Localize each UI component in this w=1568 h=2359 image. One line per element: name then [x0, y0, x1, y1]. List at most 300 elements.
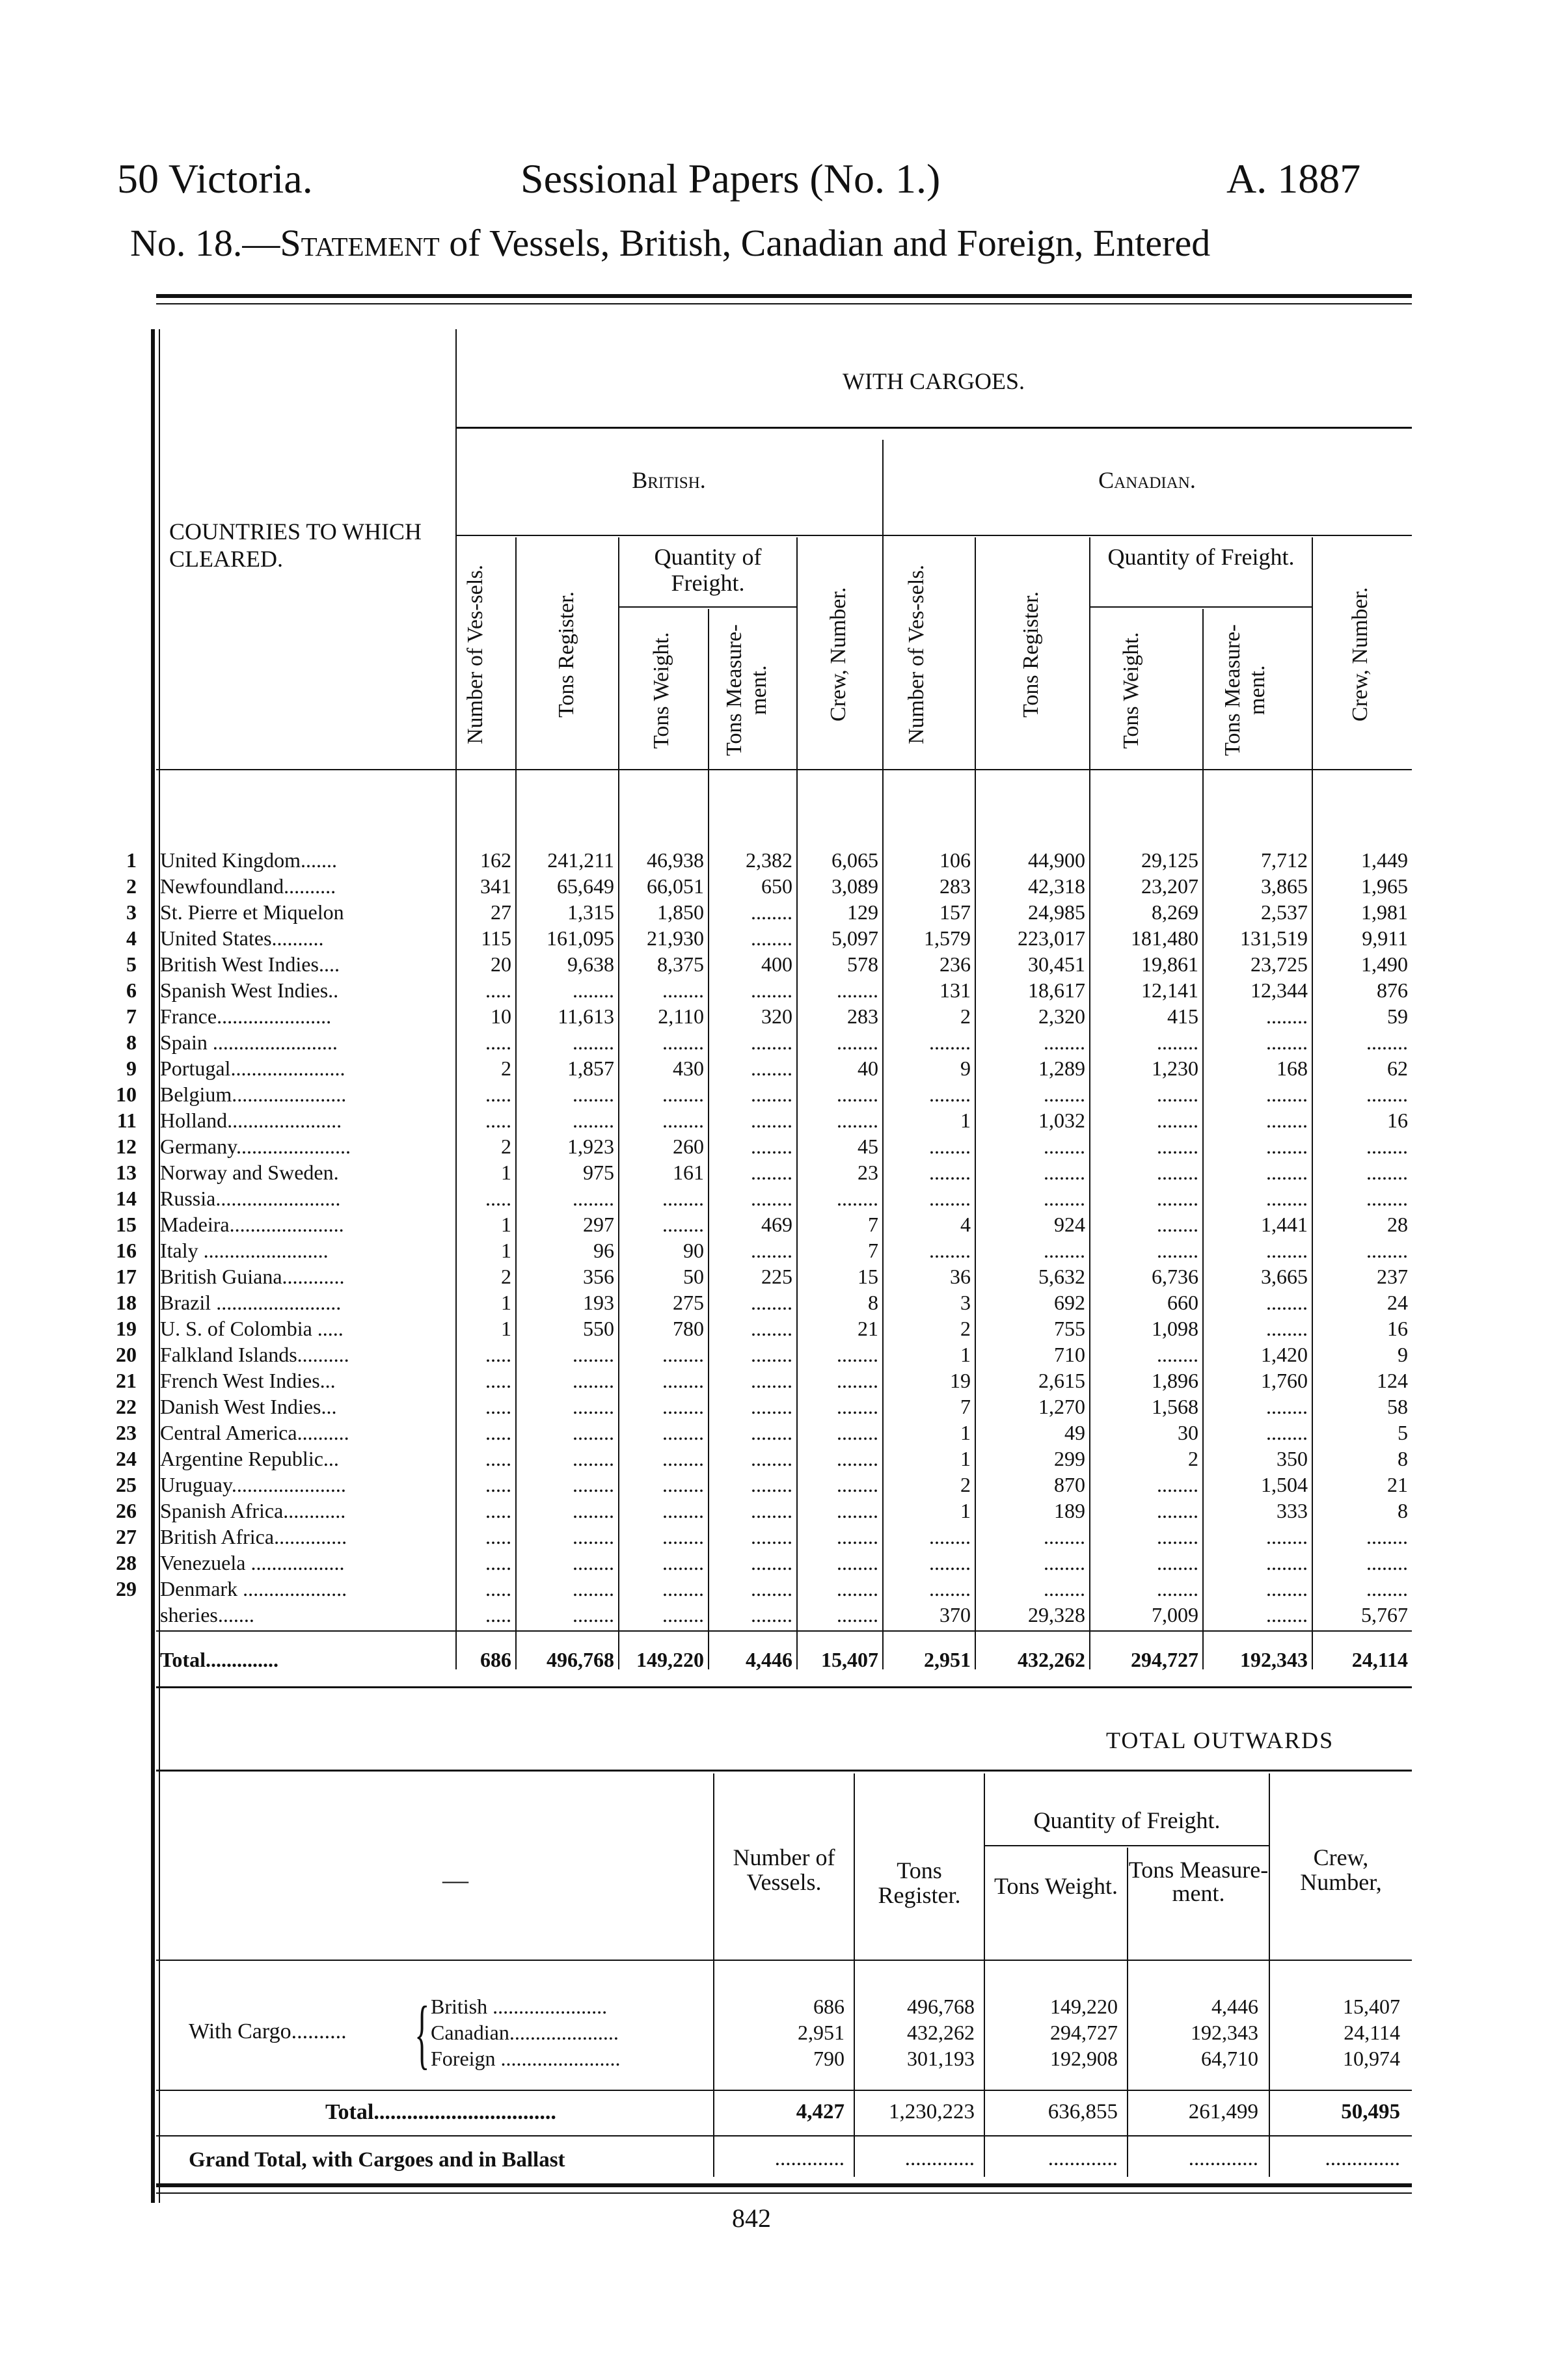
cargo-data-table — [156, 847, 1412, 1675]
value-cell: 161,095 — [547, 926, 614, 950]
value-cell: 2,951 — [924, 1648, 971, 1671]
value-cell: ........ — [573, 1577, 614, 1600]
value-cell: ........ — [662, 1083, 704, 1106]
row-number: 26 — [116, 1499, 137, 1522]
value-cell: 1 — [501, 1239, 511, 1262]
value-cell: 149,220 — [636, 1648, 704, 1671]
row-number: 12 — [116, 1135, 137, 1158]
value-cell: ..... — [485, 1083, 511, 1106]
value-cell: ........ — [837, 1577, 878, 1600]
country-cell: Central America.......... — [160, 1421, 349, 1444]
value-cell: 1,981 — [1361, 900, 1408, 924]
value-cell: ........ — [1266, 1239, 1308, 1262]
value-cell: ........ — [751, 1473, 792, 1496]
value-cell: 924 — [1054, 1213, 1085, 1236]
table-row — [156, 925, 1412, 951]
value-cell: ........ — [573, 1499, 614, 1522]
value-cell: ........ — [1266, 1421, 1308, 1444]
value-cell: 58 — [1387, 1395, 1408, 1418]
value-cell: 23 — [858, 1161, 878, 1184]
rule-bottom — [156, 2183, 1412, 2187]
outwards-row — [431, 2045, 1568, 2071]
value-cell: ..... — [485, 1525, 511, 1548]
col-british-measurement: Tons Measure-ment. — [722, 624, 771, 757]
value-cell: ........ — [1366, 1161, 1408, 1184]
canadian-heading: Canadian. — [1098, 467, 1196, 493]
header-title: Sessional Papers (No. 1.) — [520, 155, 941, 202]
row-number: 5 — [126, 952, 137, 976]
value-cell: ........ — [662, 1447, 704, 1470]
with-cargo-label: With Cargo.......... — [189, 2019, 347, 2043]
row-number: 22 — [116, 1395, 137, 1418]
country-cell: Spain ........................ — [160, 1031, 338, 1054]
rule-under-header — [156, 769, 1412, 770]
value-cell: ........ — [1266, 1551, 1308, 1574]
value-cell: ........ — [837, 1187, 878, 1210]
outwards-row-label: Foreign ....................... — [431, 2047, 621, 2070]
table-row — [156, 1289, 1412, 1315]
value-cell: 320 — [761, 1004, 792, 1028]
value-cell: 2 — [501, 1265, 511, 1288]
value-cell: 19 — [950, 1369, 971, 1392]
value-cell: 28 — [1387, 1213, 1408, 1236]
value-cell: 1,850 — [657, 900, 704, 924]
country-cell: sheries....... — [160, 1603, 254, 1626]
value-cell: 23,207 — [1141, 874, 1198, 898]
table-row — [156, 1394, 1412, 1420]
out-rule-total — [156, 2090, 1412, 2091]
value-cell: ........ — [573, 1031, 614, 1054]
value-cell: 66,051 — [647, 874, 704, 898]
out-col-vessels: Number of Vessels. — [733, 1844, 835, 1895]
value-cell: ........ — [1044, 1135, 1085, 1158]
row-number: 17 — [116, 1265, 137, 1288]
value-cell: 710 — [1054, 1343, 1085, 1366]
country-cell: France...................... — [160, 1004, 332, 1028]
value-cell: 131 — [939, 978, 971, 1002]
value-cell: ........ — [1157, 1239, 1198, 1262]
table-row — [156, 1420, 1412, 1446]
country-cell: Falkland Islands.......... — [160, 1343, 349, 1366]
value-cell: ........ — [1044, 1525, 1085, 1548]
outwards-value: 24,114 — [1344, 2021, 1400, 2044]
grand-total-label: Grand Total, with Cargoes and in Ballast — [189, 2148, 565, 2172]
value-cell: 16 — [1387, 1109, 1408, 1132]
value-cell: 189 — [1054, 1499, 1085, 1522]
value-cell: 294,727 — [1131, 1648, 1198, 1671]
out-col-qof: Quantity of Freight. — [1033, 1807, 1221, 1833]
out-total-measurement: 261,499 — [1188, 2100, 1258, 2123]
value-cell: ........ — [837, 1473, 878, 1496]
value-cell: ........ — [1266, 1109, 1308, 1132]
value-cell: 50 — [683, 1265, 704, 1288]
value-cell: ........ — [929, 1551, 971, 1574]
value-cell: 49 — [1064, 1421, 1085, 1444]
value-cell: 8 — [1398, 1447, 1408, 1470]
value-cell: 5,632 — [1038, 1265, 1085, 1288]
value-cell: 3 — [960, 1291, 971, 1314]
statement-title — [130, 221, 1210, 265]
country-cell: Argentine Republic... — [160, 1447, 339, 1470]
value-cell: ........ — [837, 1603, 878, 1626]
table-row — [156, 1602, 1412, 1628]
country-cell: Spanish West Indies.. — [160, 978, 339, 1002]
value-cell: 870 — [1054, 1473, 1085, 1496]
rule-outwards-top — [156, 1770, 1412, 1772]
value-cell: ........ — [751, 978, 792, 1002]
table-total-row — [156, 1628, 1412, 1675]
value-cell: ........ — [1366, 1083, 1408, 1106]
value-cell: ..... — [485, 1603, 511, 1626]
value-cell: 161 — [673, 1161, 704, 1184]
table-row — [156, 951, 1412, 977]
value-cell: ........ — [573, 978, 614, 1002]
table-row — [156, 1081, 1412, 1107]
with-cargo-brace: { — [414, 1990, 430, 2077]
value-cell: 1,449 — [1361, 848, 1408, 872]
value-cell: ........ — [1044, 1239, 1085, 1262]
value-cell: ........ — [751, 1395, 792, 1418]
value-cell: 8,375 — [657, 952, 704, 976]
value-cell: 1,420 — [1261, 1343, 1308, 1366]
value-cell: 106 — [939, 848, 971, 872]
value-cell: ........ — [751, 1421, 792, 1444]
row-number: 9 — [126, 1057, 137, 1080]
value-cell: 1 — [960, 1499, 971, 1522]
value-cell: ..... — [485, 1109, 511, 1132]
value-cell: 299 — [1054, 1447, 1085, 1470]
value-cell: ..... — [485, 1343, 511, 1366]
country-cell: United States.......... — [160, 926, 324, 950]
rule-qof-british — [618, 606, 796, 608]
value-cell: ........ — [1157, 1525, 1198, 1548]
country-cell: Portugal...................... — [160, 1057, 345, 1080]
row-number: 24 — [116, 1447, 137, 1470]
table-row — [156, 1159, 1412, 1185]
header-year: A. 1887 — [1226, 155, 1361, 202]
value-cell: ..... — [485, 1187, 511, 1210]
value-cell: ........ — [662, 1031, 704, 1054]
value-cell: ........ — [751, 1577, 792, 1600]
value-cell: 1 — [501, 1213, 511, 1236]
value-cell: ........ — [837, 1369, 878, 1392]
out-total-weight: 636,855 — [1048, 2100, 1118, 2123]
col-canadian-weight: Tons Weight. — [1119, 632, 1143, 749]
value-cell: 9,911 — [1362, 926, 1408, 950]
value-cell: 9,638 — [567, 952, 614, 976]
col-british-register: Tons Register. — [554, 591, 578, 718]
table-row — [156, 1185, 1412, 1211]
table-row — [156, 1029, 1412, 1055]
value-cell: 1,504 — [1261, 1473, 1308, 1496]
value-cell: ..... — [485, 1421, 511, 1444]
value-cell: ........ — [929, 1083, 971, 1106]
value-cell: ........ — [751, 1499, 792, 1522]
value-cell: 1,270 — [1038, 1395, 1085, 1418]
outwards-value: 301,193 — [907, 2047, 975, 2070]
col-british-vessels: Number of Ves-sels. — [463, 564, 487, 745]
value-cell: 12,141 — [1141, 978, 1198, 1002]
value-cell: ........ — [751, 1161, 792, 1184]
value-cell: ........ — [837, 1395, 878, 1418]
rule-nation — [455, 535, 1412, 536]
value-cell: ........ — [1266, 1603, 1308, 1626]
value-cell: ........ — [662, 1395, 704, 1418]
value-cell: ........ — [751, 1317, 792, 1340]
value-cell: ........ — [837, 1031, 878, 1054]
value-cell: ........ — [929, 1161, 971, 1184]
with-cargoes-heading: WITH CARGOES. — [843, 368, 1025, 394]
value-cell: 27 — [491, 900, 511, 924]
table-row — [156, 1237, 1412, 1263]
value-cell: 2,615 — [1038, 1369, 1085, 1392]
value-cell: ........ — [837, 1525, 878, 1548]
country-cell: Belgium...................... — [160, 1083, 347, 1106]
page-number: 842 — [732, 2204, 771, 2233]
rule-left — [151, 329, 155, 2203]
value-cell: ........ — [1157, 1031, 1198, 1054]
value-cell: ........ — [751, 1447, 792, 1470]
value-cell: ........ — [1157, 1499, 1198, 1522]
value-cell: ........ — [1266, 1291, 1308, 1314]
value-cell: ........ — [837, 1083, 878, 1106]
value-cell: ........ — [1157, 1109, 1198, 1132]
value-cell: ........ — [1044, 1031, 1085, 1054]
value-cell: 129 — [847, 900, 878, 924]
outwards-value: 790 — [813, 2047, 845, 2070]
value-cell: 21 — [1387, 1473, 1408, 1496]
value-cell: 24,114 — [1351, 1648, 1408, 1671]
value-cell: 15,407 — [821, 1648, 878, 1671]
value-cell: 333 — [1277, 1499, 1308, 1522]
value-cell: 1,032 — [1038, 1109, 1085, 1132]
value-cell: 7,009 — [1152, 1603, 1198, 1626]
row-number: 2 — [126, 874, 137, 898]
value-cell: ........ — [751, 1291, 792, 1314]
value-cell: ........ — [837, 1109, 878, 1132]
row-number: 28 — [116, 1551, 137, 1574]
table-row — [156, 1263, 1412, 1289]
value-cell: 241,211 — [547, 848, 614, 872]
country-cell: British Guiana............ — [160, 1265, 345, 1288]
table-row — [156, 1055, 1412, 1081]
value-cell: 21 — [858, 1317, 878, 1340]
value-cell: 1,315 — [567, 900, 614, 924]
value-cell: 20 — [491, 952, 511, 976]
value-cell: ........ — [837, 978, 878, 1002]
value-cell: ........ — [573, 1603, 614, 1626]
value-cell: ........ — [1366, 1239, 1408, 1262]
out-total-register: 1,230,223 — [889, 2100, 975, 2123]
table-row — [156, 1576, 1412, 1602]
value-cell: 2 — [960, 1004, 971, 1028]
value-cell: 12,344 — [1250, 978, 1308, 1002]
value-cell: 370 — [939, 1603, 971, 1626]
value-cell: 24,985 — [1028, 900, 1085, 924]
value-cell: 3,665 — [1261, 1265, 1308, 1288]
header-session: 50 Victoria. — [117, 155, 313, 202]
value-cell: 65,649 — [557, 874, 614, 898]
value-cell: ........ — [1266, 1187, 1308, 1210]
value-cell: 260 — [673, 1135, 704, 1158]
value-cell: 432,262 — [1018, 1648, 1085, 1671]
value-cell: 2,320 — [1038, 1004, 1085, 1028]
value-cell: 430 — [673, 1057, 704, 1080]
value-cell: 15 — [858, 1265, 878, 1288]
value-cell: 5 — [1398, 1421, 1408, 1444]
outwards-value: 686 — [813, 1995, 845, 2018]
value-cell: ........ — [929, 1031, 971, 1054]
value-cell: 469 — [761, 1213, 792, 1236]
value-cell: ........ — [662, 1525, 704, 1548]
country-cell: Spanish Africa............ — [160, 1499, 346, 1522]
rule-bottom-thin — [156, 2192, 1412, 2194]
value-cell: 10 — [491, 1004, 511, 1028]
value-cell: 24 — [1387, 1291, 1408, 1314]
value-cell: 2,110 — [658, 1004, 704, 1028]
row-number: 10 — [116, 1083, 137, 1106]
outwards-value: 294,727 — [1050, 2021, 1118, 2044]
value-cell: 283 — [847, 1004, 878, 1028]
value-cell: ..... — [485, 1447, 511, 1470]
country-cell: Newfoundland.......... — [160, 874, 336, 898]
value-cell: 660 — [1167, 1291, 1198, 1314]
value-cell: ........ — [1266, 1135, 1308, 1158]
table-row — [156, 1211, 1412, 1237]
value-cell: ..... — [485, 1031, 511, 1054]
value-cell: ........ — [929, 1577, 971, 1600]
country-cell: U. S. of Colombia ..... — [160, 1317, 344, 1340]
value-cell: ........ — [1157, 1577, 1198, 1600]
country-cell: Russia........................ — [160, 1187, 341, 1210]
value-cell: ..... — [485, 1499, 511, 1522]
row-number: 18 — [116, 1291, 137, 1314]
row-numbers — [98, 847, 137, 1602]
country-cell: Madeira...................... — [160, 1213, 344, 1236]
value-cell: 1 — [960, 1447, 971, 1470]
country-cell: French West Indies... — [160, 1369, 336, 1392]
value-cell: ........ — [573, 1109, 614, 1132]
country-cell: British Africa.............. — [160, 1525, 347, 1548]
outwards-total-label: Total................................. — [325, 2100, 556, 2124]
outwards-row — [431, 1993, 1568, 2019]
out-col-measurement: Tons Measure-ment. — [1128, 1857, 1269, 1906]
value-cell: ........ — [573, 1551, 614, 1574]
value-cell: 1 — [501, 1291, 511, 1314]
out-col-register: Tons Register. — [878, 1857, 961, 1908]
country-cell: Italy ........................ — [160, 1239, 329, 1262]
value-cell: 131,519 — [1240, 926, 1308, 950]
value-cell: 1,490 — [1361, 952, 1408, 976]
country-cell: Denmark .................... — [160, 1577, 347, 1600]
value-cell: 350 — [1277, 1447, 1308, 1470]
value-cell: ........ — [1157, 1083, 1198, 1106]
value-cell: 9 — [1398, 1343, 1408, 1366]
value-cell: 275 — [673, 1291, 704, 1314]
value-cell: 96 — [593, 1239, 614, 1262]
country-cell: Uruguay...................... — [160, 1473, 346, 1496]
value-cell: ........ — [573, 1447, 614, 1470]
value-cell: ........ — [1266, 1395, 1308, 1418]
value-cell: 2,537 — [1261, 900, 1308, 924]
value-cell: ........ — [929, 1525, 971, 1548]
out-rule-header — [156, 1960, 1412, 1961]
value-cell: 1,568 — [1152, 1395, 1198, 1418]
value-cell: ........ — [751, 1525, 792, 1548]
row-number: 1 — [126, 848, 137, 872]
value-cell: 157 — [939, 900, 971, 924]
value-cell: 162 — [480, 848, 511, 872]
value-cell: ........ — [1044, 1083, 1085, 1106]
value-cell: 1 — [960, 1109, 971, 1132]
value-cell: ........ — [662, 1577, 704, 1600]
value-cell: 4,446 — [746, 1648, 792, 1671]
out-total-vessels: 4,427 — [796, 2100, 845, 2123]
col-british-weight: Tons Weight. — [649, 632, 673, 749]
value-cell: ........ — [662, 978, 704, 1002]
row-number: 23 — [116, 1421, 137, 1444]
value-cell: ..... — [485, 1577, 511, 1600]
value-cell: 1,441 — [1261, 1213, 1308, 1236]
value-cell: 30,451 — [1028, 952, 1085, 976]
row-number: 25 — [116, 1473, 137, 1496]
value-cell: 7 — [960, 1395, 971, 1418]
value-cell: ........ — [837, 1499, 878, 1522]
value-cell: ........ — [662, 1473, 704, 1496]
value-cell: 1,965 — [1361, 874, 1408, 898]
outwards-value: 192,343 — [1191, 2021, 1258, 2044]
value-cell: ........ — [837, 1551, 878, 1574]
value-cell: 1 — [960, 1421, 971, 1444]
value-cell: 45 — [858, 1135, 878, 1158]
statement-word: Statement — [280, 222, 440, 264]
value-cell: 40 — [858, 1057, 878, 1080]
table-row — [156, 873, 1412, 899]
value-cell: 1 — [501, 1317, 511, 1340]
value-cell: ........ — [751, 1031, 792, 1054]
outwards-value: 15,407 — [1343, 1995, 1400, 2018]
country-cell: Danish West Indies... — [160, 1395, 337, 1418]
value-cell: ........ — [751, 1083, 792, 1106]
value-cell: 23,725 — [1250, 952, 1308, 976]
value-cell: ........ — [662, 1499, 704, 1522]
col-canadian-measurement: Tons Measure-ment. — [1221, 624, 1269, 757]
value-cell: ........ — [1157, 1213, 1198, 1236]
grand-weight: ............. — [1048, 2147, 1118, 2170]
value-cell: ..... — [485, 1369, 511, 1392]
table-row — [156, 847, 1412, 873]
country-cell: Norway and Sweden. — [160, 1161, 339, 1184]
value-cell: ........ — [1366, 1031, 1408, 1054]
table-row — [156, 1315, 1412, 1341]
value-cell: ........ — [751, 1187, 792, 1210]
outwards-value: 10,974 — [1343, 2047, 1400, 2070]
value-cell: 44,900 — [1028, 848, 1085, 872]
value-cell: ..... — [485, 978, 511, 1002]
value-cell: 5,097 — [831, 926, 878, 950]
british-heading: British. — [632, 467, 706, 493]
value-cell: ........ — [1366, 1525, 1408, 1548]
country-cell: Venezuela .................. — [160, 1551, 345, 1574]
value-cell: 550 — [583, 1317, 614, 1340]
value-cell: 8 — [1398, 1499, 1408, 1522]
value-cell: ........ — [573, 1187, 614, 1210]
value-cell: ........ — [929, 1239, 971, 1262]
value-cell: 7 — [868, 1213, 878, 1236]
value-cell: ........ — [837, 1343, 878, 1366]
out-rule-grand — [156, 2135, 1412, 2137]
country-cell: Germany...................... — [160, 1135, 351, 1158]
